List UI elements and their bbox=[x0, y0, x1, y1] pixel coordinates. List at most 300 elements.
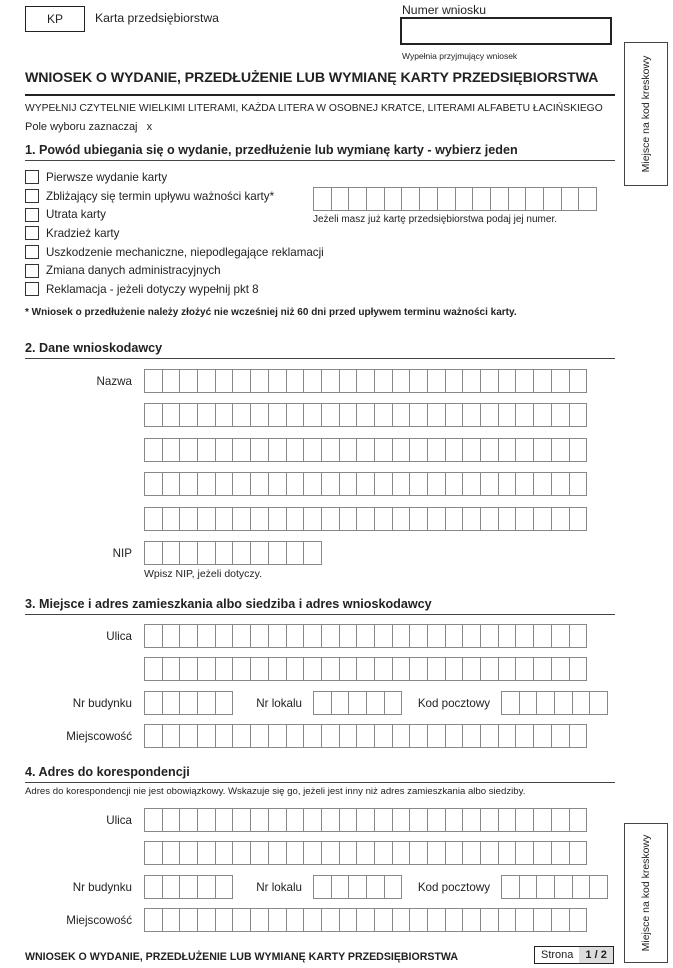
letter-box[interactable] bbox=[572, 875, 591, 899]
letter-box[interactable] bbox=[445, 507, 464, 531]
letter-box[interactable] bbox=[197, 624, 216, 648]
letter-box[interactable] bbox=[569, 438, 588, 462]
letter-box[interactable] bbox=[515, 472, 534, 496]
letter-box[interactable] bbox=[268, 657, 287, 681]
letter-box[interactable] bbox=[331, 691, 350, 715]
letter-box[interactable] bbox=[250, 369, 269, 393]
letter-box[interactable] bbox=[374, 724, 393, 748]
letter-box[interactable] bbox=[197, 541, 216, 565]
letter-box[interactable] bbox=[339, 403, 358, 427]
letter-box[interactable] bbox=[286, 841, 305, 865]
letter-box[interactable] bbox=[533, 369, 552, 393]
letter-box[interactable] bbox=[462, 438, 481, 462]
letter-box[interactable] bbox=[303, 657, 322, 681]
letter-box[interactable] bbox=[551, 369, 570, 393]
letter-box[interactable] bbox=[215, 808, 234, 832]
letter-box[interactable] bbox=[268, 724, 287, 748]
letter-box[interactable] bbox=[498, 369, 517, 393]
name-row-2[interactable] bbox=[144, 403, 587, 427]
letter-box[interactable] bbox=[462, 403, 481, 427]
letter-box[interactable] bbox=[392, 369, 411, 393]
letter-box[interactable] bbox=[348, 187, 367, 211]
letter-box[interactable] bbox=[480, 841, 499, 865]
letter-box[interactable] bbox=[515, 438, 534, 462]
letter-box[interactable] bbox=[356, 507, 375, 531]
letter-box[interactable] bbox=[268, 472, 287, 496]
letter-box[interactable] bbox=[179, 624, 198, 648]
letter-box[interactable] bbox=[427, 624, 446, 648]
letter-box[interactable] bbox=[232, 369, 251, 393]
letter-box[interactable] bbox=[366, 187, 385, 211]
letter-box[interactable] bbox=[303, 624, 322, 648]
letter-box[interactable] bbox=[569, 507, 588, 531]
letter-box[interactable] bbox=[303, 403, 322, 427]
letter-box[interactable] bbox=[554, 691, 573, 715]
letter-box[interactable] bbox=[162, 438, 181, 462]
checkbox[interactable] bbox=[25, 189, 39, 203]
letter-box[interactable] bbox=[321, 724, 340, 748]
letter-box[interactable] bbox=[179, 808, 198, 832]
letter-box[interactable] bbox=[197, 403, 216, 427]
letter-box[interactable] bbox=[356, 808, 375, 832]
letter-box[interactable] bbox=[515, 908, 534, 932]
letter-box[interactable] bbox=[462, 472, 481, 496]
letter-box[interactable] bbox=[162, 369, 181, 393]
letter-box[interactable] bbox=[215, 624, 234, 648]
letter-box[interactable] bbox=[551, 841, 570, 865]
letter-box[interactable] bbox=[374, 403, 393, 427]
letter-box[interactable] bbox=[356, 472, 375, 496]
letter-box[interactable] bbox=[569, 841, 588, 865]
letter-box[interactable] bbox=[498, 403, 517, 427]
letter-box[interactable] bbox=[498, 841, 517, 865]
letter-box[interactable] bbox=[321, 808, 340, 832]
letter-box[interactable] bbox=[144, 472, 163, 496]
letter-box[interactable] bbox=[445, 908, 464, 932]
letter-box[interactable] bbox=[286, 403, 305, 427]
letter-box[interactable] bbox=[356, 624, 375, 648]
letter-box[interactable] bbox=[569, 624, 588, 648]
letter-box[interactable] bbox=[445, 369, 464, 393]
letter-box[interactable] bbox=[508, 187, 527, 211]
letter-box[interactable] bbox=[286, 724, 305, 748]
letter-box[interactable] bbox=[409, 724, 428, 748]
letter-box[interactable] bbox=[490, 187, 509, 211]
letter-box[interactable] bbox=[179, 657, 198, 681]
letter-box[interactable] bbox=[498, 724, 517, 748]
name-row-4[interactable] bbox=[144, 472, 587, 496]
letter-box[interactable] bbox=[374, 507, 393, 531]
letter-box[interactable] bbox=[501, 691, 520, 715]
letter-box[interactable] bbox=[321, 403, 340, 427]
letter-box[interactable] bbox=[445, 472, 464, 496]
letter-box[interactable] bbox=[533, 908, 552, 932]
letter-box[interactable] bbox=[437, 187, 456, 211]
letter-box[interactable] bbox=[384, 187, 403, 211]
letter-box[interactable] bbox=[215, 875, 234, 899]
letter-box[interactable] bbox=[480, 624, 499, 648]
letter-box[interactable] bbox=[427, 724, 446, 748]
letter-box[interactable] bbox=[554, 875, 573, 899]
letter-box[interactable] bbox=[162, 541, 181, 565]
letter-box[interactable] bbox=[162, 507, 181, 531]
letter-box[interactable] bbox=[197, 507, 216, 531]
letter-box[interactable] bbox=[569, 808, 588, 832]
letter-box[interactable] bbox=[551, 438, 570, 462]
letter-box[interactable] bbox=[515, 724, 534, 748]
letter-box[interactable] bbox=[498, 624, 517, 648]
letter-box[interactable] bbox=[268, 507, 287, 531]
letter-box[interactable] bbox=[392, 507, 411, 531]
reason-option[interactable] bbox=[25, 280, 324, 299]
letter-box[interactable] bbox=[427, 438, 446, 462]
letter-box[interactable] bbox=[321, 908, 340, 932]
letter-box[interactable] bbox=[232, 724, 251, 748]
corr-street-row-2[interactable] bbox=[144, 841, 587, 865]
letter-box[interactable] bbox=[321, 841, 340, 865]
letter-box[interactable] bbox=[321, 657, 340, 681]
letter-box[interactable] bbox=[427, 908, 446, 932]
letter-box[interactable] bbox=[551, 657, 570, 681]
letter-box[interactable] bbox=[392, 624, 411, 648]
letter-box[interactable] bbox=[401, 187, 420, 211]
letter-box[interactable] bbox=[162, 908, 181, 932]
letter-box[interactable] bbox=[462, 507, 481, 531]
letter-box[interactable] bbox=[144, 403, 163, 427]
letter-box[interactable] bbox=[313, 875, 332, 899]
letter-box[interactable] bbox=[232, 541, 251, 565]
letter-box[interactable] bbox=[356, 841, 375, 865]
letter-box[interactable] bbox=[339, 724, 358, 748]
letter-box[interactable] bbox=[392, 808, 411, 832]
letter-box[interactable] bbox=[162, 875, 181, 899]
letter-box[interactable] bbox=[286, 808, 305, 832]
letter-box[interactable] bbox=[366, 691, 385, 715]
checkbox[interactable] bbox=[25, 264, 39, 278]
letter-box[interactable] bbox=[215, 908, 234, 932]
letter-box[interactable] bbox=[144, 875, 163, 899]
letter-box[interactable] bbox=[480, 657, 499, 681]
letter-box[interactable] bbox=[409, 403, 428, 427]
city-grid[interactable] bbox=[144, 724, 587, 748]
letter-box[interactable] bbox=[519, 691, 538, 715]
letter-box[interactable] bbox=[179, 507, 198, 531]
letter-box[interactable] bbox=[374, 657, 393, 681]
letter-box[interactable] bbox=[374, 624, 393, 648]
letter-box[interactable] bbox=[321, 438, 340, 462]
letter-box[interactable] bbox=[144, 438, 163, 462]
letter-box[interactable] bbox=[374, 472, 393, 496]
letter-box[interactable] bbox=[215, 507, 234, 531]
letter-box[interactable] bbox=[144, 908, 163, 932]
letter-box[interactable] bbox=[392, 472, 411, 496]
letter-box[interactable] bbox=[551, 808, 570, 832]
letter-box[interactable] bbox=[232, 438, 251, 462]
letter-box[interactable] bbox=[427, 657, 446, 681]
letter-box[interactable] bbox=[321, 507, 340, 531]
letter-box[interactable] bbox=[536, 691, 555, 715]
reason-option[interactable] bbox=[25, 168, 324, 187]
name-row-1[interactable] bbox=[144, 369, 587, 393]
letter-box[interactable] bbox=[162, 624, 181, 648]
letter-box[interactable] bbox=[232, 657, 251, 681]
letter-box[interactable] bbox=[179, 438, 198, 462]
letter-box[interactable] bbox=[392, 908, 411, 932]
corr-postal-grid[interactable] bbox=[501, 875, 608, 899]
letter-box[interactable] bbox=[409, 908, 428, 932]
letter-box[interactable] bbox=[462, 908, 481, 932]
letter-box[interactable] bbox=[374, 841, 393, 865]
letter-box[interactable] bbox=[144, 541, 163, 565]
letter-box[interactable] bbox=[339, 624, 358, 648]
unit-grid[interactable] bbox=[313, 691, 402, 715]
letter-box[interactable] bbox=[445, 841, 464, 865]
letter-box[interactable] bbox=[445, 808, 464, 832]
letter-box[interactable] bbox=[250, 908, 269, 932]
letter-box[interactable] bbox=[250, 657, 269, 681]
letter-box[interactable] bbox=[409, 438, 428, 462]
postal-grid[interactable] bbox=[501, 691, 608, 715]
letter-box[interactable] bbox=[144, 841, 163, 865]
letter-box[interactable] bbox=[427, 472, 446, 496]
letter-box[interactable] bbox=[533, 472, 552, 496]
letter-box[interactable] bbox=[313, 691, 332, 715]
letter-box[interactable] bbox=[303, 541, 322, 565]
letter-box[interactable] bbox=[197, 369, 216, 393]
letter-box[interactable] bbox=[480, 472, 499, 496]
letter-box[interactable] bbox=[480, 403, 499, 427]
letter-box[interactable] bbox=[162, 724, 181, 748]
letter-box[interactable] bbox=[445, 657, 464, 681]
letter-box[interactable] bbox=[543, 187, 562, 211]
letter-box[interactable] bbox=[250, 724, 269, 748]
letter-box[interactable] bbox=[515, 369, 534, 393]
checkbox[interactable] bbox=[25, 226, 39, 240]
letter-box[interactable] bbox=[179, 875, 198, 899]
letter-box[interactable] bbox=[551, 624, 570, 648]
letter-box[interactable] bbox=[462, 657, 481, 681]
letter-box[interactable] bbox=[232, 403, 251, 427]
letter-box[interactable] bbox=[144, 369, 163, 393]
letter-box[interactable] bbox=[536, 875, 555, 899]
letter-box[interactable] bbox=[232, 472, 251, 496]
letter-box[interactable] bbox=[427, 841, 446, 865]
letter-box[interactable] bbox=[356, 724, 375, 748]
letter-box[interactable] bbox=[498, 507, 517, 531]
letter-box[interactable] bbox=[144, 657, 163, 681]
letter-box[interactable] bbox=[498, 472, 517, 496]
letter-box[interactable] bbox=[215, 472, 234, 496]
letter-box[interactable] bbox=[197, 691, 216, 715]
letter-box[interactable] bbox=[303, 507, 322, 531]
letter-box[interactable] bbox=[348, 691, 367, 715]
letter-box[interactable] bbox=[569, 472, 588, 496]
letter-box[interactable] bbox=[331, 875, 350, 899]
letter-box[interactable] bbox=[533, 624, 552, 648]
letter-box[interactable] bbox=[250, 541, 269, 565]
letter-box[interactable] bbox=[409, 808, 428, 832]
letter-box[interactable] bbox=[286, 472, 305, 496]
letter-box[interactable] bbox=[427, 808, 446, 832]
letter-box[interactable] bbox=[286, 908, 305, 932]
letter-box[interactable] bbox=[232, 624, 251, 648]
letter-box[interactable] bbox=[572, 691, 591, 715]
checkbox[interactable] bbox=[25, 245, 39, 259]
letter-box[interactable] bbox=[498, 657, 517, 681]
letter-box[interactable] bbox=[427, 403, 446, 427]
letter-box[interactable] bbox=[268, 369, 287, 393]
letter-box[interactable] bbox=[268, 438, 287, 462]
letter-box[interactable] bbox=[498, 908, 517, 932]
letter-box[interactable] bbox=[250, 438, 269, 462]
letter-box[interactable] bbox=[232, 808, 251, 832]
letter-box[interactable] bbox=[215, 403, 234, 427]
letter-box[interactable] bbox=[445, 724, 464, 748]
letter-box[interactable] bbox=[303, 369, 322, 393]
letter-box[interactable] bbox=[533, 438, 552, 462]
letter-box[interactable] bbox=[286, 369, 305, 393]
letter-box[interactable] bbox=[533, 841, 552, 865]
letter-box[interactable] bbox=[268, 541, 287, 565]
letter-box[interactable] bbox=[480, 507, 499, 531]
letter-box[interactable] bbox=[339, 438, 358, 462]
letter-box[interactable] bbox=[445, 438, 464, 462]
letter-box[interactable] bbox=[215, 369, 234, 393]
letter-box[interactable] bbox=[569, 908, 588, 932]
letter-box[interactable] bbox=[409, 841, 428, 865]
letter-box[interactable] bbox=[303, 724, 322, 748]
letter-box[interactable] bbox=[250, 507, 269, 531]
letter-box[interactable] bbox=[339, 841, 358, 865]
letter-box[interactable] bbox=[162, 841, 181, 865]
letter-box[interactable] bbox=[250, 841, 269, 865]
letter-box[interactable] bbox=[232, 841, 251, 865]
letter-box[interactable] bbox=[480, 724, 499, 748]
letter-box[interactable] bbox=[445, 624, 464, 648]
letter-box[interactable] bbox=[303, 908, 322, 932]
letter-box[interactable] bbox=[197, 472, 216, 496]
letter-box[interactable] bbox=[462, 369, 481, 393]
letter-box[interactable] bbox=[356, 908, 375, 932]
letter-box[interactable] bbox=[232, 908, 251, 932]
letter-box[interactable] bbox=[179, 691, 198, 715]
letter-box[interactable] bbox=[533, 657, 552, 681]
letter-box[interactable] bbox=[268, 403, 287, 427]
letter-box[interactable] bbox=[480, 438, 499, 462]
letter-box[interactable] bbox=[578, 187, 597, 211]
letter-box[interactable] bbox=[339, 657, 358, 681]
letter-box[interactable] bbox=[462, 624, 481, 648]
letter-box[interactable] bbox=[409, 472, 428, 496]
corr-city-grid[interactable] bbox=[144, 908, 587, 932]
letter-box[interactable] bbox=[286, 657, 305, 681]
letter-box[interactable] bbox=[162, 657, 181, 681]
letter-box[interactable] bbox=[533, 808, 552, 832]
letter-box[interactable] bbox=[462, 724, 481, 748]
letter-box[interactable] bbox=[215, 724, 234, 748]
corr-street-row-1[interactable] bbox=[144, 808, 587, 832]
letter-box[interactable] bbox=[250, 624, 269, 648]
reason-option[interactable] bbox=[25, 187, 324, 206]
letter-box[interactable] bbox=[215, 691, 234, 715]
letter-box[interactable] bbox=[392, 403, 411, 427]
letter-box[interactable] bbox=[232, 507, 251, 531]
letter-box[interactable] bbox=[551, 403, 570, 427]
corr-building-grid[interactable] bbox=[144, 875, 233, 899]
letter-box[interactable] bbox=[321, 624, 340, 648]
letter-box[interactable] bbox=[268, 808, 287, 832]
letter-box[interactable] bbox=[356, 657, 375, 681]
letter-box[interactable] bbox=[366, 875, 385, 899]
letter-box[interactable] bbox=[303, 841, 322, 865]
letter-box[interactable] bbox=[162, 403, 181, 427]
letter-box[interactable] bbox=[409, 657, 428, 681]
letter-box[interactable] bbox=[392, 724, 411, 748]
letter-box[interactable] bbox=[515, 841, 534, 865]
letter-box[interactable] bbox=[286, 541, 305, 565]
checkbox[interactable] bbox=[25, 170, 39, 184]
letter-box[interactable] bbox=[551, 507, 570, 531]
letter-box[interactable] bbox=[303, 472, 322, 496]
letter-box[interactable] bbox=[409, 507, 428, 531]
nip-grid[interactable] bbox=[144, 541, 322, 565]
letter-box[interactable] bbox=[179, 541, 198, 565]
letter-box[interactable] bbox=[144, 808, 163, 832]
letter-box[interactable] bbox=[589, 691, 608, 715]
letter-box[interactable] bbox=[197, 841, 216, 865]
letter-box[interactable] bbox=[144, 624, 163, 648]
letter-box[interactable] bbox=[392, 438, 411, 462]
letter-box[interactable] bbox=[533, 507, 552, 531]
letter-box[interactable] bbox=[303, 808, 322, 832]
letter-box[interactable] bbox=[533, 403, 552, 427]
reason-option[interactable] bbox=[25, 224, 324, 243]
letter-box[interactable] bbox=[144, 724, 163, 748]
letter-box[interactable] bbox=[339, 808, 358, 832]
letter-box[interactable] bbox=[303, 438, 322, 462]
letter-box[interactable] bbox=[197, 438, 216, 462]
letter-box[interactable] bbox=[286, 438, 305, 462]
letter-box[interactable] bbox=[480, 369, 499, 393]
letter-box[interactable] bbox=[569, 657, 588, 681]
letter-box[interactable] bbox=[569, 369, 588, 393]
letter-box[interactable] bbox=[197, 724, 216, 748]
letter-box[interactable] bbox=[427, 507, 446, 531]
letter-box[interactable] bbox=[348, 875, 367, 899]
letter-box[interactable] bbox=[445, 403, 464, 427]
letter-box[interactable] bbox=[197, 875, 216, 899]
reason-option[interactable] bbox=[25, 243, 324, 262]
letter-box[interactable] bbox=[179, 724, 198, 748]
letter-box[interactable] bbox=[331, 187, 350, 211]
letter-box[interactable] bbox=[162, 691, 181, 715]
letter-box[interactable] bbox=[179, 908, 198, 932]
name-row-3[interactable] bbox=[144, 438, 587, 462]
letter-box[interactable] bbox=[455, 187, 474, 211]
letter-box[interactable] bbox=[339, 507, 358, 531]
letter-box[interactable] bbox=[215, 841, 234, 865]
letter-box[interactable] bbox=[480, 808, 499, 832]
letter-box[interactable] bbox=[268, 624, 287, 648]
letter-box[interactable] bbox=[356, 403, 375, 427]
letter-box[interactable] bbox=[374, 908, 393, 932]
letter-box[interactable] bbox=[374, 369, 393, 393]
letter-box[interactable] bbox=[409, 624, 428, 648]
reason-option[interactable] bbox=[25, 261, 324, 280]
letter-box[interactable] bbox=[374, 808, 393, 832]
letter-box[interactable] bbox=[197, 657, 216, 681]
letter-box[interactable] bbox=[427, 369, 446, 393]
